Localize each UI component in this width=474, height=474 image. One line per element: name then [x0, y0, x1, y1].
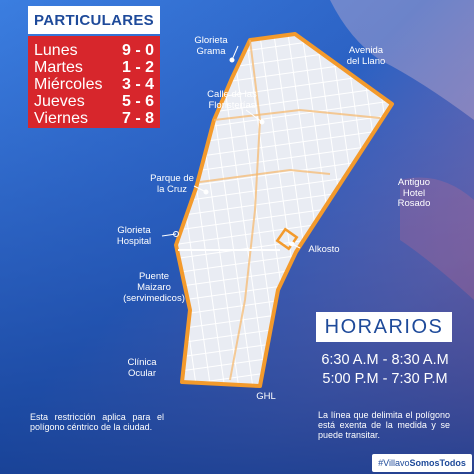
label-alkosto: Alkosto	[308, 244, 340, 255]
note-right: La línea que delimita el polígono está exenta de la medida y se puede transitar.	[318, 410, 450, 440]
day-label: Jueves	[34, 93, 85, 110]
schedule-row-viernes	[34, 110, 158, 127]
schedule-row-miercoles	[34, 76, 158, 93]
note-left: Esta restricción aplica para el polígono céntrico de la ciudad.	[30, 412, 164, 432]
label-ghl: GHL	[256, 391, 276, 402]
horarios-title: HORARIOS	[316, 312, 452, 342]
schedule-row-martes	[34, 59, 158, 76]
hashtag-badge	[372, 454, 472, 472]
horario-morning: 6:30 A.M - 8:30 A.M	[321, 352, 449, 368]
label-avenida-llano: Avenida del Llano	[346, 45, 386, 67]
hashtag-prefix: #Villavo	[378, 458, 410, 468]
particulares-header: PARTICULARES	[28, 6, 160, 34]
hashtag-bold: SomosTodos	[409, 458, 466, 468]
plate-digits: 1 - 2	[121, 59, 154, 76]
label-glorieta-hospital: Glorieta Hospital	[116, 225, 152, 247]
schedule-row-jueves	[34, 93, 158, 110]
day-label: Viernes	[34, 110, 88, 127]
horario-afternoon: 5:00 P.M - 7:30 P.M	[322, 371, 448, 387]
label-servimedicos: (servimedicos)	[123, 293, 185, 304]
day-label: Martes	[34, 59, 83, 76]
plate-digits: 9 - 0	[121, 42, 154, 59]
plate-digits: 5 - 6	[121, 93, 154, 110]
plate-digits: 7 - 8	[121, 110, 154, 127]
day-label: Lunes	[34, 42, 78, 59]
label-clinica-ocular: Clínica Ocular	[127, 357, 157, 379]
label-parque-cruz: Parque de la Cruz	[150, 173, 194, 195]
day-label: Miércoles	[34, 76, 103, 93]
label-glorieta-grama: Glorieta Grama	[194, 35, 228, 57]
schedule-panel	[28, 36, 160, 128]
label-puente-maizaro: Puente Maizaro	[137, 271, 171, 293]
plate-digits: 3 - 4	[121, 76, 154, 93]
label-calle-floristerias: Calle de las Floristerías	[207, 89, 257, 111]
label-antiguo-hotel-rosado: Antiguo Hotel Rosado	[397, 177, 431, 209]
schedule-row-lunes	[34, 42, 158, 59]
